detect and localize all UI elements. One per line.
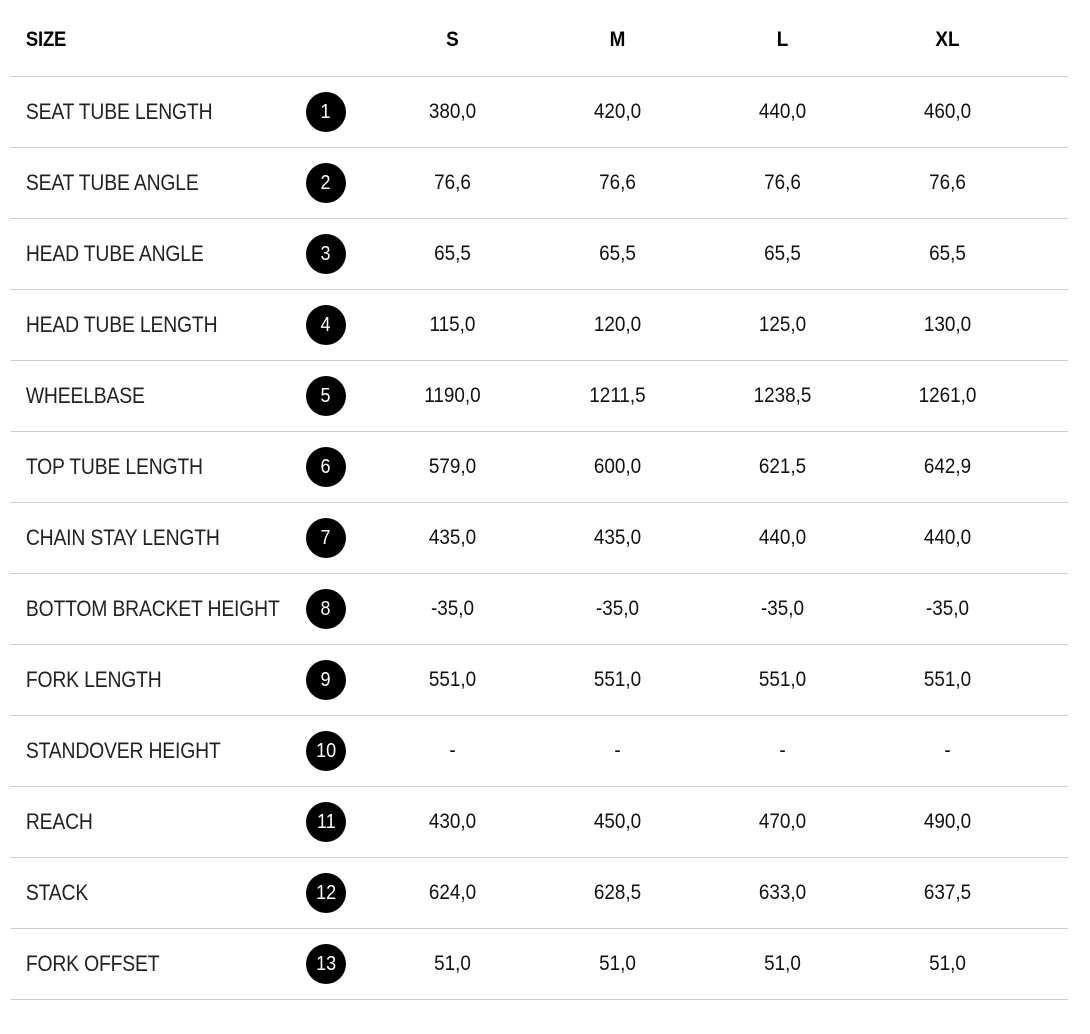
geometry-table: [10, 4, 1068, 1000]
measurement-number-badge: [306, 92, 346, 132]
value-size-m: 65,5: [599, 242, 636, 265]
row-badge-cell: [306, 305, 370, 345]
value-size-m: 551,0: [593, 668, 642, 691]
value-size-l: 621,5: [758, 455, 807, 478]
value-size-m: 120,0: [593, 313, 642, 336]
measurement-number-badge: [306, 163, 346, 203]
value-size-m: 628,5: [593, 881, 642, 904]
measurement-number: 8: [320, 597, 332, 620]
value-size-xl: 76,6: [929, 171, 966, 194]
value-size-l: 440,0: [758, 100, 807, 123]
value-size-m: 450,0: [593, 810, 642, 833]
measurement-number-badge: [306, 589, 346, 629]
value-size-s: 1190,0: [424, 384, 481, 407]
table-header-row: [10, 4, 1068, 77]
value-size-m: -: [614, 739, 621, 762]
row-badge-cell: [306, 731, 370, 771]
row-badge-cell: [306, 234, 370, 274]
value-size-s: 65,5: [434, 242, 471, 265]
measurement-number-badge: [306, 944, 346, 984]
value-size-xl: 1261,0: [918, 384, 977, 407]
measurement-number-badge: [306, 873, 346, 913]
measurement-number: 3: [320, 242, 332, 265]
table-row: [10, 645, 1068, 716]
table-row: [10, 503, 1068, 574]
row-label: SEAT TUBE LENGTH: [25, 99, 213, 124]
row-badge-cell: [306, 376, 370, 416]
value-size-xl: -: [944, 739, 951, 762]
measurement-number: 7: [320, 526, 332, 549]
row-badge-cell: [306, 163, 370, 203]
value-size-s: 380,0: [428, 100, 477, 123]
value-size-xl: 130,0: [923, 313, 972, 336]
table-row: [10, 787, 1068, 858]
value-size-l: 551,0: [758, 668, 807, 691]
value-size-xl: -35,0: [925, 597, 970, 620]
header-size-label: SIZE: [25, 28, 67, 51]
row-label: FORK LENGTH: [25, 667, 162, 692]
measurement-number-badge: [306, 234, 346, 274]
value-size-s: -: [449, 739, 456, 762]
row-badge-cell: [306, 518, 370, 558]
row-label: HEAD TUBE ANGLE: [25, 241, 204, 266]
value-size-l: 125,0: [758, 313, 807, 336]
value-size-xl: 440,0: [923, 526, 972, 549]
value-size-l: 76,6: [764, 171, 801, 194]
row-label: FORK OFFSET: [25, 951, 160, 976]
value-size-m: 435,0: [593, 526, 642, 549]
value-size-l: -: [779, 739, 786, 762]
value-size-s: 51,0: [434, 952, 471, 975]
measurement-number-badge: [306, 731, 346, 771]
table-row: [10, 574, 1068, 645]
table-row: [10, 929, 1068, 1000]
value-size-l: 633,0: [758, 881, 807, 904]
row-badge-cell: [306, 447, 370, 487]
row-badge-cell: [306, 589, 370, 629]
row-badge-cell: [306, 92, 370, 132]
row-label: SEAT TUBE ANGLE: [25, 170, 199, 195]
table-row: [10, 432, 1068, 503]
row-badge-cell: [306, 660, 370, 700]
measurement-number: 2: [320, 171, 332, 194]
row-label: HEAD TUBE LENGTH: [25, 312, 218, 337]
measurement-number: 4: [320, 313, 332, 336]
value-size-m: -35,0: [595, 597, 640, 620]
header-size-xl: XL: [935, 28, 960, 51]
row-badge-cell: [306, 873, 370, 913]
value-size-m: 420,0: [593, 100, 642, 123]
measurement-number-badge: [306, 802, 346, 842]
row-label: WHEELBASE: [25, 383, 145, 408]
value-size-xl: 551,0: [923, 668, 972, 691]
measurement-number: 5: [320, 384, 332, 407]
table-body: [10, 77, 1068, 1000]
value-size-s: 435,0: [428, 526, 477, 549]
value-size-m: 600,0: [593, 455, 642, 478]
value-size-s: 579,0: [428, 455, 477, 478]
header-size-s: S: [446, 28, 459, 51]
value-size-xl: 642,9: [923, 455, 972, 478]
table-row: [10, 716, 1068, 787]
measurement-number: 6: [320, 455, 332, 478]
table-row: [10, 361, 1068, 432]
value-size-m: 76,6: [599, 171, 636, 194]
value-size-l: 440,0: [758, 526, 807, 549]
row-label: BOTTOM BRACKET HEIGHT: [25, 596, 280, 621]
value-size-l: 1238,5: [753, 384, 812, 407]
value-size-l: -35,0: [760, 597, 805, 620]
value-size-m: 1211,5: [589, 384, 646, 407]
value-size-s: 76,6: [434, 171, 471, 194]
value-size-xl: 51,0: [929, 952, 966, 975]
table-row: [10, 858, 1068, 929]
header-size-m: M: [609, 28, 626, 51]
measurement-number: 9: [320, 668, 332, 691]
table-row: [10, 77, 1068, 148]
row-badge-cell: [306, 802, 370, 842]
value-size-xl: 460,0: [923, 100, 972, 123]
value-size-s: -35,0: [430, 597, 475, 620]
table-row: [10, 290, 1068, 361]
measurement-number-badge: [306, 305, 346, 345]
measurement-number-badge: [306, 660, 346, 700]
header-size-l: L: [776, 28, 789, 51]
measurement-number: 10: [315, 739, 337, 762]
value-size-l: 65,5: [764, 242, 801, 265]
value-size-xl: 65,5: [929, 242, 966, 265]
row-label: REACH: [25, 809, 93, 834]
measurement-number-badge: [306, 447, 346, 487]
measurement-number: 11: [316, 810, 336, 833]
measurement-number-badge: [306, 376, 346, 416]
row-label: STANDOVER HEIGHT: [25, 738, 221, 763]
row-badge-cell: [306, 944, 370, 984]
value-size-xl: 490,0: [923, 810, 972, 833]
row-label: TOP TUBE LENGTH: [25, 454, 203, 479]
row-label: CHAIN STAY LENGTH: [25, 525, 220, 550]
table-row: [10, 148, 1068, 219]
value-size-s: 115,0: [429, 313, 476, 336]
value-size-l: 51,0: [764, 952, 801, 975]
measurement-number: 1: [320, 100, 332, 123]
value-size-s: 551,0: [428, 668, 477, 691]
measurement-number-badge: [306, 518, 346, 558]
value-size-s: 430,0: [428, 810, 477, 833]
value-size-s: 624,0: [428, 881, 477, 904]
measurement-number: 13: [315, 952, 337, 975]
value-size-m: 51,0: [599, 952, 636, 975]
table-row: [10, 219, 1068, 290]
measurement-number: 12: [315, 881, 337, 904]
value-size-l: 470,0: [758, 810, 807, 833]
value-size-xl: 637,5: [923, 881, 972, 904]
row-label: STACK: [25, 880, 89, 905]
